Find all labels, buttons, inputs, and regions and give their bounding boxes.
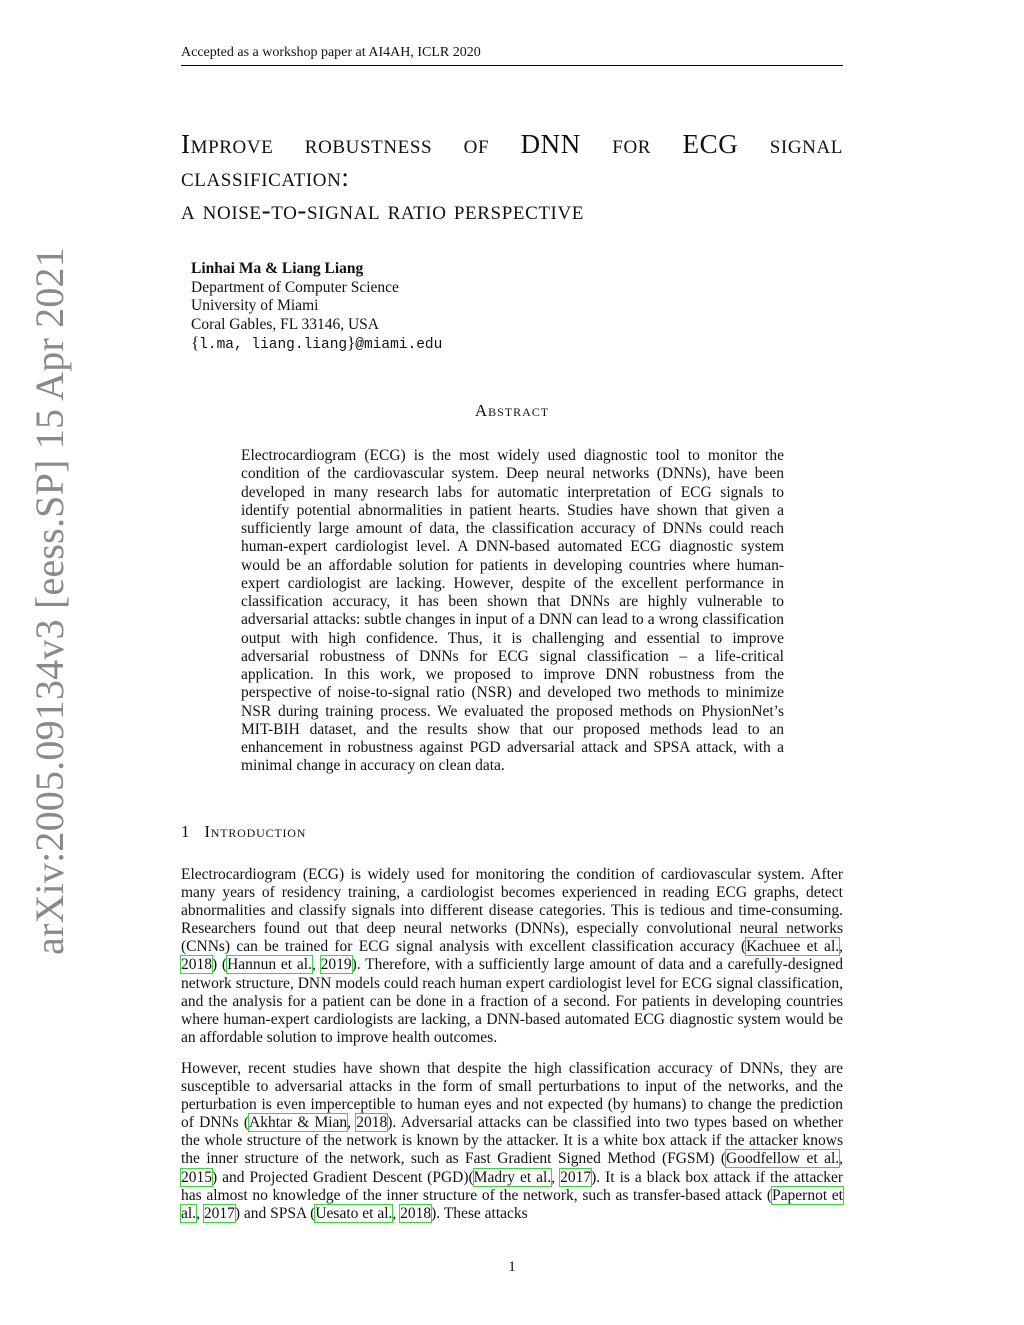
citation-link[interactable]: Kachuee et al. [746, 938, 840, 956]
author-university: University of Miami [191, 297, 319, 314]
text-run: Electrocardiogram (ECG) is widely used for monitoring the condition of cardiovascular system. After many years of residency training, a cardiologist becomes experienced in reading ECG graphs, detect abnormalities and classify signals into different disease categories. This is tedious and time-consuming. Researchers found out that deep neural networks (DNNs), especially convolutional neural networks (CNNs) can be trained for ECG signal analysis with excellent classification accuracy ( [181, 866, 843, 956]
text-run: , [347, 1114, 357, 1132]
citation-year-link[interactable]: 2019 [320, 956, 352, 974]
section-title: Introduction [204, 822, 307, 841]
paper-title [181, 128, 843, 227]
title-line-2: classification: [181, 162, 350, 192]
page-number: 1 [508, 1259, 516, 1275]
citation-year-link[interactable]: 2018 [356, 1114, 388, 1132]
arxiv-identifier-stamp: arXiv:2005.09134v3 [eess.SP] 15 Apr 2021 [27, 247, 72, 955]
section-heading-introduction [181, 822, 306, 842]
text-run: ). It is a black box attack if the attacker has almost no knowledge of the inner structure of the network, such as transfer-based attack ( [181, 1168, 844, 1204]
citation-year-link[interactable]: 2018 [400, 1204, 432, 1222]
text-run: However, recent studies have shown that despite the high classification accuracy of DNNs, they are susceptible to adversarial attacks in the form of small perturbations to input of the networks, and the perturbation is even imperceptible to human eyes and not expected (by humans) to change the prediction of DNNs ( [181, 1060, 843, 1132]
title-line-3: a noise-to-signal ratio perspective [181, 195, 585, 225]
email-users: l.ma, liang.liang [199, 337, 348, 353]
email-brace-close: } [347, 333, 356, 352]
intro-paragraph-1 [181, 866, 843, 1047]
citation-link[interactable]: Uesato et al. [315, 1204, 393, 1222]
section-number: 1 [181, 822, 191, 841]
text-run: ) and Projected Gradient Descent (PGD)( [212, 1168, 474, 1186]
author-email [191, 334, 442, 355]
text-run: , [196, 1204, 204, 1222]
text-run: , [311, 956, 321, 974]
author-address: Coral Gables, FL 33146, USA [191, 315, 379, 333]
citation-link[interactable]: Goodfellow et al. [726, 1150, 840, 1168]
author-names: Linhai Ma & Liang Liang [191, 260, 364, 277]
text-run: , [839, 938, 843, 956]
text-run: ). Adversarial attacks can be classified into two types based on whether the whole structure of the network is known by the attacker. It is a white box attack if the attacker knows the inner structure of the network, such as Fast Gradient Signed Method (FGSM) ( [181, 1114, 844, 1168]
title-line-1: Improve robustness of DNN for ECG signal [181, 129, 843, 159]
text-run: ) and SPSA ( [234, 1204, 316, 1222]
author-department: Department of Computer Science [191, 278, 399, 296]
abstract-body: Electrocardiogram (ECG) is the most widely used diagnostic tool to monitor the condition of the cardiovascular system. Deep neural networks (DNNs), have been developed in many research labs for automatic interpretation of ECG signals to identify potential abnormalities in patient hearts. Studies have shown that given a sufficiently large amount of data, the classification accuracy of DNNs could reach human-expert cardiologist level. A DNN-based automated ECG diagnostic system would be an affordable solution for patients in developing countries where human-expert cardiologist are lacking. However, despite of the excellent performance in classification accuracy, it has been shown that DNNs are highly vulnerable to adversarial attacks: subtle changes in input of a DNN can lead to a wrong classification output with high confidence. Thus, it is challenging and essential to improve adversarial robustness of DNNs for ECG signal classification – a life-critical application. In this work, we proposed to improve DNN robustness from the perspective of noise-to-signal ratio (NSR) and developed two methods to minimize NSR during training process. We evaluated the proposed methods on PhysionNet’s MIT-BIH dataset, and the results show that our proposed methods lead to an enhancement in robustness against PGD adversarial attack and SPSA attack, with a minimal change in accuracy on clean data. [241, 447, 784, 775]
intro-paragraph-2 [181, 1060, 843, 1223]
citation-link[interactable]: Madry et al. [473, 1168, 552, 1186]
text-run: ) ( [212, 956, 228, 974]
text-run: ). These attacks [431, 1204, 528, 1222]
citation-link[interactable]: Hannun et al. [227, 956, 312, 974]
citation-link[interactable]: Papernot et al. [181, 1186, 843, 1222]
citation-year-link[interactable]: 2017 [560, 1168, 592, 1186]
citation-link[interactable]: Akhtar & Mian [249, 1114, 348, 1132]
citation-year-link[interactable]: 2017 [203, 1204, 235, 1222]
email-brace-open: { [191, 333, 200, 352]
text-run: ). Therefore, with a sufficiently large amount of data and a carefully-designed network structure, DNN models could reach human expert cardiologist level for ECG signal classification, and the analysis for a patient can be done in a fraction of a second. For patients in developing countries where human-expert cardiologists are lacking, a DNN-based automated ECG diagnostic system would be an affordable solution to improve health outcomes. [181, 956, 843, 1046]
text-run: , [392, 1204, 401, 1222]
running-header: Accepted as a workshop paper at AI4AH, ICLR 2020 [181, 44, 843, 66]
author-block [191, 260, 442, 355]
text-run: , [551, 1168, 561, 1186]
text-run: , [839, 1150, 844, 1168]
abstract-heading: Abstract [474, 401, 550, 420]
citation-year-link[interactable]: 2018 [181, 956, 212, 974]
citation-year-link[interactable]: 2015 [181, 1168, 212, 1186]
email-domain: @miami.edu [355, 337, 443, 353]
